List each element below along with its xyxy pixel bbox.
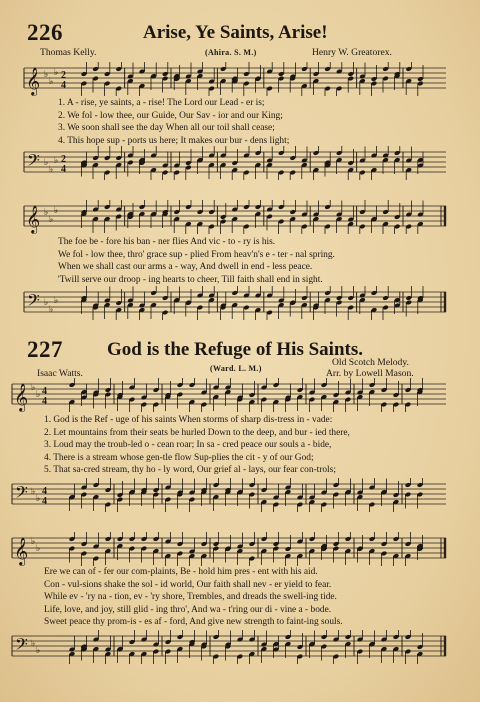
svg-text:♭: ♭ — [49, 215, 54, 225]
svg-text:𝄞: 𝄞 — [14, 537, 29, 565]
treble-staff — [0, 378, 480, 412]
lyrics-verses — [44, 414, 350, 477]
author-credit: Isaac Watts. — [37, 368, 83, 379]
lyric-line: Life, love, and joy, still glid - ing thro', And wa - t'ring our di - vine a - bode. — [44, 604, 332, 615]
lyric-line: While ev - 'ry na - tion, ev - 'ry shore, Trembles, and dreads the swell-ing tide. — [44, 592, 337, 602]
arranger-credit: Arr. by Lowell Mason. — [326, 368, 414, 379]
lyric-line: Con - vul-sions shake the sol - id world, Our faith shall nev - er yield to fear. — [44, 579, 332, 590]
lyric-line: 3. We soon shall see the day When all our toil shall cease; — [58, 123, 275, 133]
svg-text:4: 4 — [42, 386, 47, 397]
svg-text:𝄢: 𝄢 — [27, 290, 40, 314]
treble-staff — [0, 532, 480, 566]
svg-text:♭: ♭ — [31, 639, 36, 649]
svg-text:4: 4 — [42, 486, 47, 497]
lyrics-verses — [44, 566, 343, 629]
svg-text:4: 4 — [61, 164, 66, 175]
svg-text:♭: ♭ — [36, 544, 41, 554]
tune-name: (Ahira. S. M.) — [205, 48, 257, 57]
svg-text:𝄢: 𝄢 — [15, 634, 28, 658]
svg-text:♭: ♭ — [49, 77, 54, 87]
svg-text:♭: ♭ — [31, 383, 36, 393]
svg-text:𝄞: 𝄞 — [26, 67, 41, 95]
svg-text:♭: ♭ — [54, 156, 59, 166]
bass-staff — [0, 478, 480, 512]
lyric-line: 5. That sa-cred stream, thy ho - ly word, Our grief al - lays, our fear con-trols; — [44, 465, 336, 475]
svg-text:2: 2 — [61, 70, 66, 81]
lyrics-verses — [58, 236, 335, 286]
svg-text:𝄢: 𝄢 — [27, 150, 40, 174]
svg-text:♭: ♭ — [44, 208, 49, 218]
composer-credit: Henry W. Greatorex. — [312, 47, 392, 58]
svg-text:♭: ♭ — [54, 296, 59, 306]
svg-text:♭: ♭ — [44, 70, 49, 80]
svg-text:4: 4 — [42, 396, 47, 407]
svg-text:♭: ♭ — [49, 305, 54, 315]
lyric-line: 1. God is the Ref - uge of his saints When storms of sharp dis-tress in - vade: — [44, 415, 333, 425]
bass-staff — [0, 630, 480, 664]
lyric-line: 2. Let mountains from their seats be hurled Down to the deep, and bur - ied there, — [44, 427, 350, 438]
tune-name: (Ward. L. M.) — [210, 364, 262, 373]
bass-staff — [0, 146, 480, 180]
bass-staff — [0, 286, 480, 320]
lyric-line: When we shall cast our arms a - way, And dwell in end - less peace. — [58, 262, 313, 272]
hymn-number: 227 — [27, 337, 63, 362]
lyric-line: Ere we can of - fer our com-plaints, Be - hold him pres - ent with his aid. — [44, 567, 318, 577]
composer-credit: Old Scotch Melody. — [332, 357, 409, 368]
svg-text:♭: ♭ — [54, 68, 59, 78]
svg-text:♭: ♭ — [44, 158, 49, 168]
hymn-number: 226 — [27, 20, 63, 45]
svg-text:4: 4 — [61, 80, 66, 91]
svg-text:♭: ♭ — [31, 487, 36, 497]
hymn-title: God is the Refuge of His Saints. — [107, 339, 363, 360]
lyric-line: The foe be - fore his ban - ner flies And vic - to - ry is his. — [58, 237, 276, 247]
lyrics-verses — [58, 97, 289, 147]
svg-text:♭: ♭ — [44, 298, 49, 308]
lyric-line: 2. We fol - low thee, our Guide, Our Sav - ior and our King; — [58, 110, 283, 121]
lyric-line: 4. There is a stream whose gen-tle flow Sup-plies the cit - y of our God; — [44, 452, 314, 463]
svg-text:♭: ♭ — [54, 206, 59, 216]
lyric-line: 3. Loud may the troub-led o - cean roar; In sa - cred peace our souls a - bide, — [44, 440, 332, 450]
svg-text:𝄞: 𝄞 — [26, 205, 41, 233]
lyric-line: We fol - low thee, thro' grace sup - plied From heav'n's e - ter - nal spring. — [58, 249, 335, 260]
svg-text:𝄢: 𝄢 — [15, 482, 28, 506]
lyric-line: 1. A - rise, ye saints, a - rise! The Lord our Lead - er is; — [58, 98, 265, 108]
svg-text:♭: ♭ — [36, 494, 41, 504]
treble-staff — [0, 62, 480, 96]
svg-text:♭: ♭ — [36, 646, 41, 656]
svg-text:2: 2 — [61, 154, 66, 165]
svg-text:♭: ♭ — [31, 537, 36, 547]
svg-text:𝄞: 𝄞 — [14, 383, 29, 411]
lyric-line: 4. This hope sup - ports us here; It makes our bur - dens light; — [58, 135, 290, 146]
svg-text:♭: ♭ — [49, 165, 54, 175]
lyric-line: 'Twill serve our droop - ing hearts to cheer, Till faith shall end in sight. — [58, 274, 323, 285]
hymn-title: Arise, Ye Saints, Arise! — [143, 22, 328, 43]
author-credit: Thomas Kelly. — [40, 47, 97, 58]
svg-text:♭: ♭ — [36, 390, 41, 400]
treble-staff — [0, 200, 480, 234]
lyric-line: Sweet peace thy prom-is - es af - ford, And give new strength to faint-ing souls. — [44, 617, 343, 627]
svg-text:4: 4 — [42, 496, 47, 507]
